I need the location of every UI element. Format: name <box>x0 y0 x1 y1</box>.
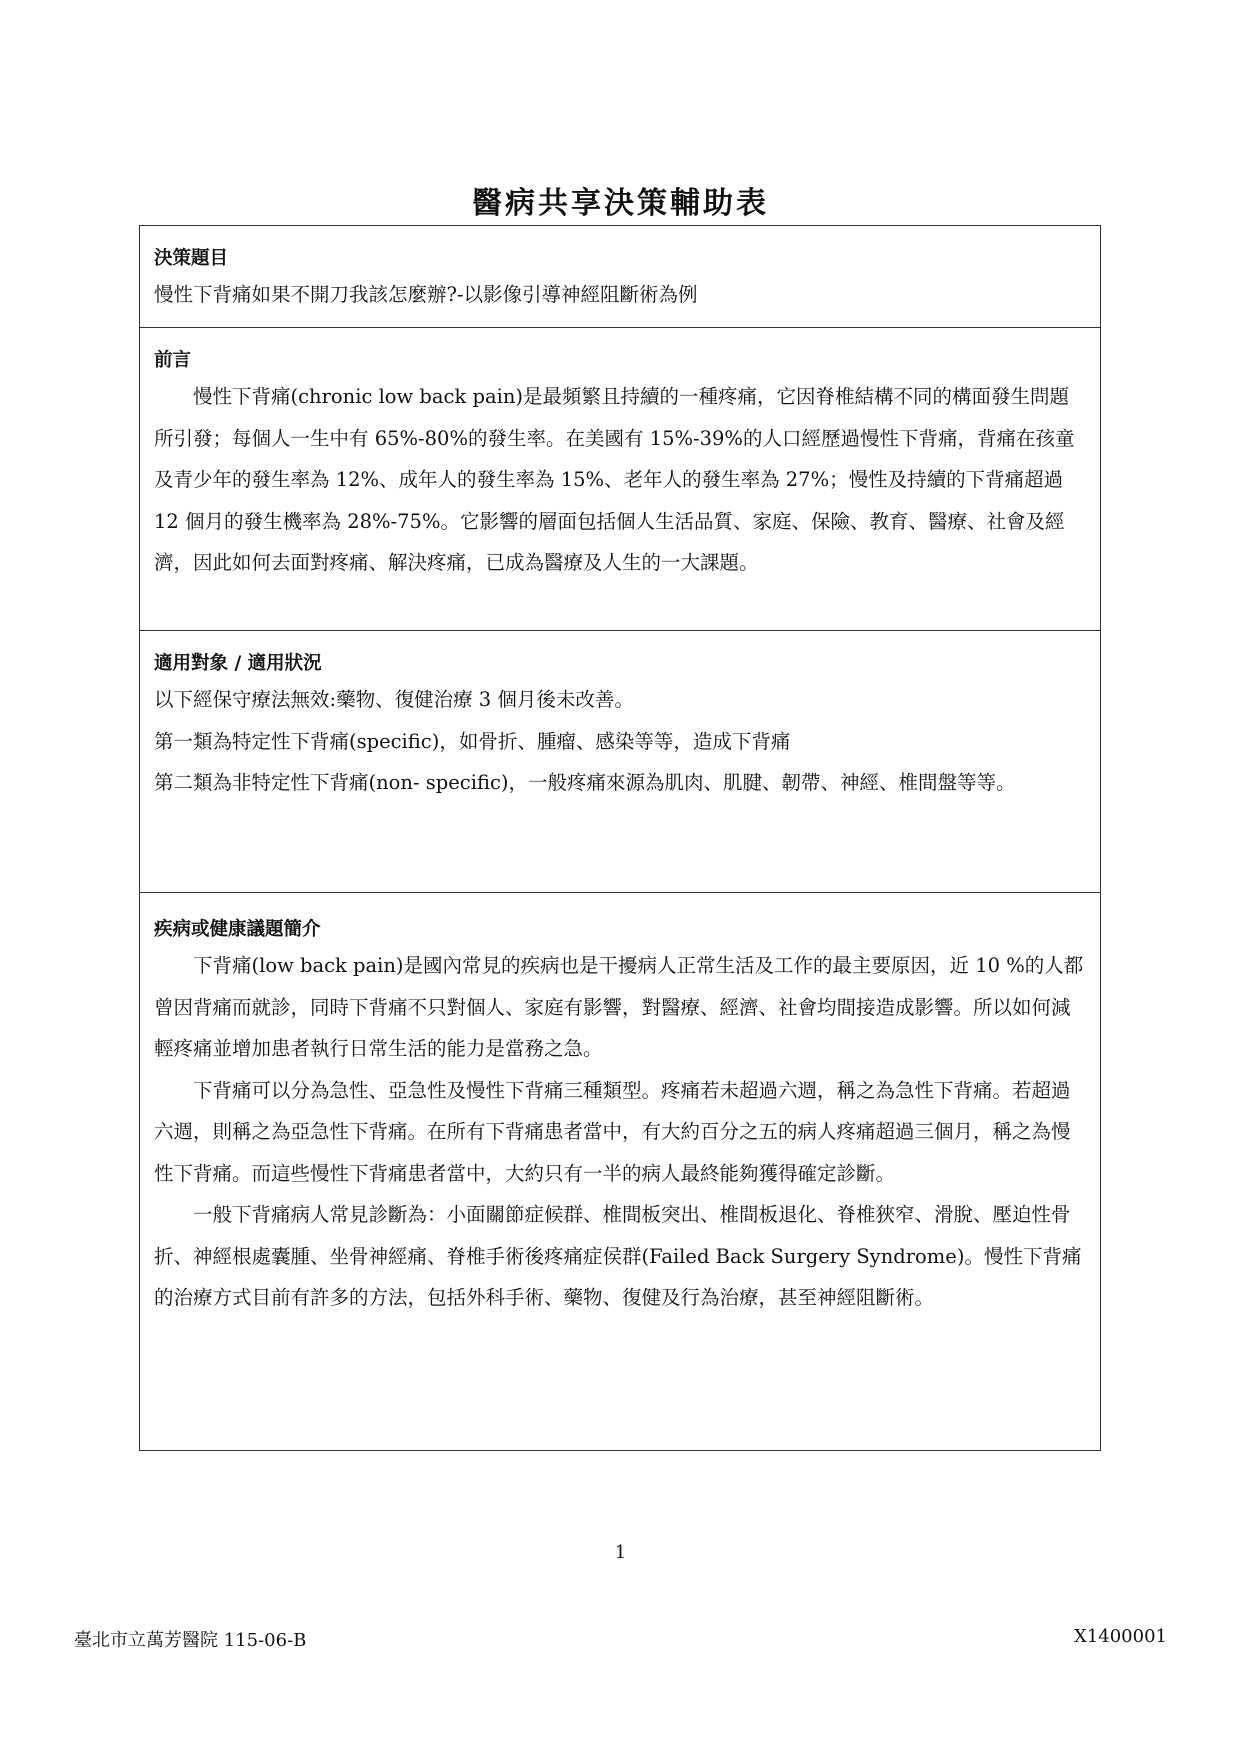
topic-heading: 決策題目 <box>154 248 229 269</box>
applicable-line: 以下經保守療法無效:藥物、復健治療 3 個月後未改善。 <box>154 688 634 711</box>
disease-paragraph: 一般下背痛病人常見診斷為：小面關節症候群、椎間板突出、椎間板退化、脊椎狹窄、滑脫、壓迫性骨折、神經根處囊腫、坐骨神經痛、脊椎手術後疼痛症侯群(Failed Back Surgery Syndrome)。慢性下背痛的治療方式目前有許多的方法，包括外科手術、藥物、復健及行為治療，甚至神經阻斷術。 <box>154 1203 1082 1309</box>
disease-paragraph: 下背痛(low back pain)是國內常見的疾病也是干擾病人正常生活及工作的最主要原因，近 10 %的人都曾因背痛而就診，同時下背痛不只對個人、家庭有影響，對醫療、經濟、社會均間接造成影響。所以如何減輕疼痛並增加患者執行日常生活的能力是當務之急。 <box>154 954 1084 1060</box>
page-number: 1 <box>614 1542 627 1563</box>
section-disease <box>140 893 1100 1450</box>
applicable-line: 第一類為特定性下背痛(specific)，如骨折、腫瘤、感染等等，造成下背痛 <box>154 729 791 753</box>
footer-hospital-code: 臺北市立萬芳醫院 115-06-B <box>74 1630 307 1651</box>
footer-form-id: X1400001 <box>1074 1626 1167 1647</box>
decision-aid-form <box>139 225 1101 1451</box>
intro-paragraph: 慢性下背痛(chronic low back pain)是最頻繁且持續的一種疼痛，它因脊椎結構不同的構面發生問題所引發；每個人一生中有 65%-80%的發生率。在美國有 15%-39%的人口經歷過慢性下背痛，背痛在孩童及青少年的發生率為 12%、成年人的發生率為 15%、老年人的發生率為 27%；慢性及持續的下背痛超過 12 個月的發生機率為 28%-75%。它影響的層面包括個人生活品質、家庭、保險、教育、醫療、社會及經濟，因此如何去面對疼痛、解決疼痛，已成為醫療及人生的一大課題。 <box>154 385 1075 574</box>
disease-paragraph: 下背痛可以分為急性、亞急性及慢性下背痛三種類型。疼痛若未超過六週，稱之為急性下背痛。若超過六週，則稱之為亞急性下背痛。在所有下背痛患者當中，有大約百分之五的病人疼痛超過三個月，稱之為慢性下背痛。而這些慢性下背痛患者當中，大約只有一半的病人最終能夠獲得確定診斷。 <box>154 1078 1071 1185</box>
disease-heading: 疾病或健康議題簡介 <box>154 919 321 940</box>
applicable-line: 第二類為非特定性下背痛(non- specific)，一般疼痛來源為肌肉、肌腱、韌帶、神經、椎間盤等等。 <box>154 771 1016 794</box>
intro-heading: 前言 <box>154 350 192 371</box>
section-topic <box>140 226 1100 328</box>
applicable-heading: 適用對象 / 適用狀況 <box>154 653 322 674</box>
topic-text: 慢性下背痛如果不開刀我該怎麼辦?-以影像引導神經阻斷術為例 <box>154 283 698 306</box>
document-title: 醫病共享決策輔助表 <box>472 186 769 221</box>
section-intro <box>140 328 1100 631</box>
section-applicable <box>140 631 1100 893</box>
